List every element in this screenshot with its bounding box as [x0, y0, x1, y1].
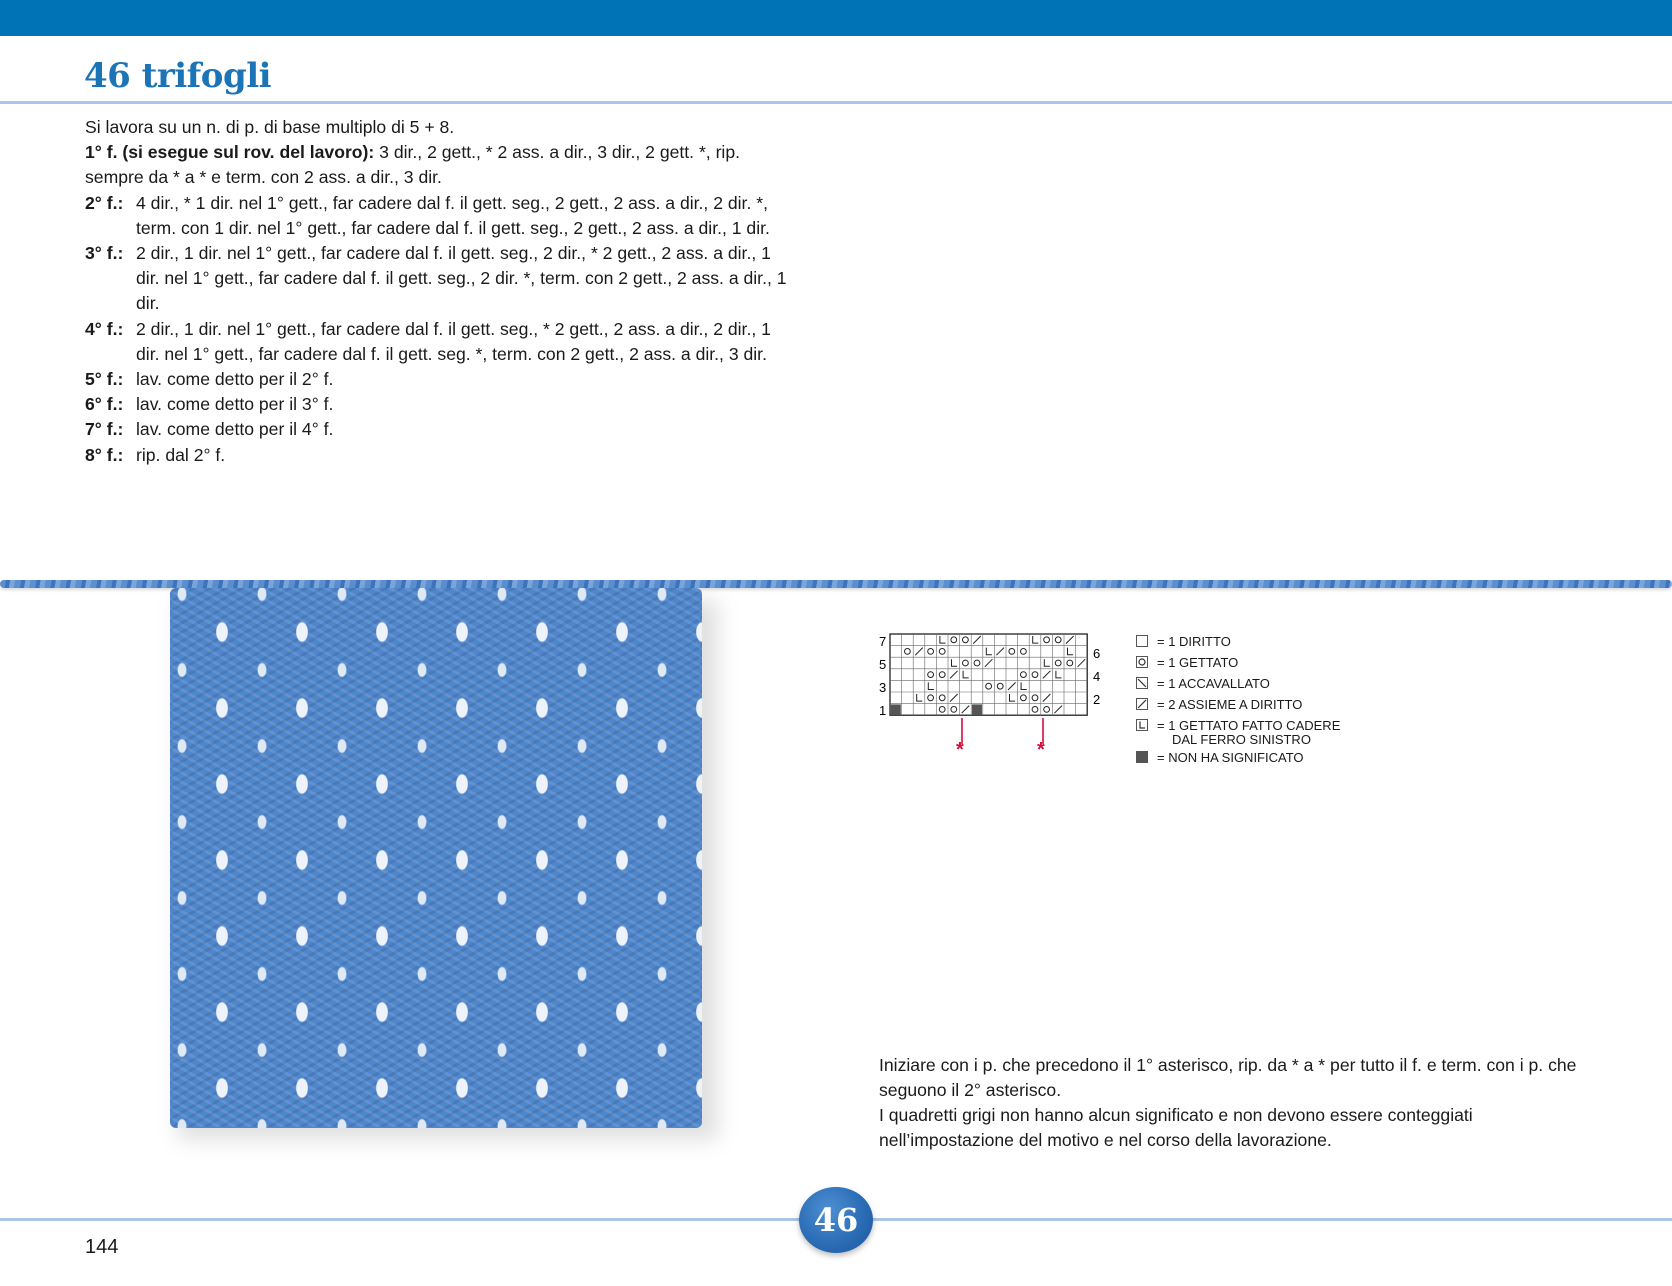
yarn-over-icon	[1136, 656, 1148, 668]
row-text: rip. dal 2° f.	[136, 444, 226, 465]
top-color-bar	[0, 0, 1672, 36]
asterisk-1: *	[956, 739, 964, 760]
yarn-strand-divider	[0, 580, 1672, 588]
row-4	[85, 317, 795, 367]
row-label-2: 2	[1093, 692, 1101, 707]
legend-item-assieme	[1136, 694, 1340, 715]
stitch-chart	[876, 628, 1116, 765]
legend-item-gettato	[1136, 652, 1340, 673]
row-text: lav. come detto per il 2° f.	[136, 369, 334, 390]
row-5	[85, 367, 795, 392]
legend-text-continued: DAL FERRO SINISTRO	[1172, 732, 1311, 747]
row-label: 4° f.:	[85, 318, 124, 339]
row-1	[85, 140, 795, 190]
title-divider	[0, 101, 1672, 104]
row-8	[85, 443, 795, 468]
row-text: 2 dir., 1 dir. nel 1° gett., far cadere dal f. il gett. seg., 2 dir., * 2 gett., 2 ass. a dir., 1 dir. nel 1° gett., far cadere dal f. il gett. seg., 2 dir. *, term. con 2 gett., 2 ass. a dir., 1 dir.	[136, 243, 787, 314]
note-line-1: Iniziare con i p. che precedono il 1° asterisco, rip. da * a * per tutto il f. e term. con i p. che seguono il 2° asterisco.	[879, 1055, 1577, 1100]
pattern-number-badge	[799, 1187, 873, 1253]
page-number: 144	[85, 1236, 119, 1258]
legend-item-diritto	[1136, 631, 1340, 652]
legend-item-accavallato	[1136, 673, 1340, 694]
row-7	[85, 417, 795, 442]
row-text: 4 dir., * 1 dir. nel 1° gett., far cadere dal f. il gett. seg., 2 gett., 2 ass. a dir., 2 dir. *, term. con 1 dir. nel 1° gett., far cadere dal f. il gett. seg., 2 gett., 2 ass. a dir., 1 dir.	[136, 192, 770, 238]
row-label: 8° f.:	[85, 444, 124, 465]
row-label-1: 1	[879, 703, 887, 718]
asterisk-2: *	[1037, 739, 1045, 760]
chart-legend	[1136, 631, 1340, 768]
legend-text: = 1 ACCAVALLATO	[1157, 676, 1270, 691]
row-text: 3 dir., 2 gett., * 2 ass. a dir., 3 dir., 2 gett. *, rip. sempre da * a * e term. con 2 ass. a dir., 3 dir.	[85, 142, 741, 188]
row-label: 6° f.:	[85, 394, 124, 415]
row-label: 7° f.:	[85, 419, 124, 440]
row-text: lav. come detto per il 3° f.	[136, 394, 334, 415]
legend-text: = 1 GETTATO	[1157, 655, 1239, 670]
legend-text: = 1 DIRITTO	[1157, 634, 1231, 649]
row-text: 2 dir., 1 dir. nel 1° gett., far cadere dal f. il gett. seg., * 2 gett., 2 ass. a dir., 2 dir., 1 dir. nel 1° gett., far cadere dal f. il gett. seg. *, term. con 2 gett., 2 ass. a dir., 3 dir.	[136, 318, 771, 364]
row-label-3: 3	[879, 680, 887, 695]
chart-grid	[890, 634, 1087, 715]
slash-square-icon	[1136, 698, 1148, 710]
row-label-5: 5	[879, 657, 887, 672]
row-label: 2° f.:	[85, 192, 124, 213]
chart-frame	[890, 634, 1087, 715]
row-label-4: 4	[1093, 669, 1101, 684]
row-label: 3° f.:	[85, 243, 124, 264]
row-2	[85, 191, 795, 241]
legend-text: = 1 GETTATO FATTO CADERE	[1157, 718, 1341, 733]
l-square-icon	[1136, 719, 1148, 731]
filled-square-icon	[1136, 751, 1148, 763]
badge-number: 46	[813, 1201, 859, 1239]
note-line-2: I quadretti grigi non hanno alcun significato e non devono essere conteggiati nell’impostazione del motivo e nel corso della lavorazione.	[879, 1105, 1473, 1150]
row-3	[85, 241, 795, 317]
chart-note	[879, 1053, 1589, 1153]
row-label: 5° f.:	[85, 369, 124, 390]
empty-square-icon	[1136, 635, 1148, 647]
legend-text: = 2 ASSIEME A DIRITTO	[1157, 697, 1303, 712]
knitted-swatch-photo	[170, 588, 702, 1128]
backslash-square-icon	[1136, 677, 1148, 689]
stitch-chart-svg	[876, 628, 1116, 760]
row-text: lav. come detto per il 4° f.	[136, 419, 334, 440]
row-label: 1° f. (si esegue sul rov. del lavoro):	[85, 142, 375, 163]
row-label-7: 7	[879, 634, 887, 649]
instructions	[85, 115, 795, 468]
legend-item-gettato-caduto	[1136, 715, 1340, 747]
no-stitch-mark	[972, 704, 982, 714]
page-title: 46 trifogli	[84, 56, 272, 96]
legend-item-non-significato	[1136, 747, 1340, 768]
legend-text: = NON HA SIGNIFICATO	[1157, 750, 1304, 765]
no-stitch-mark	[891, 704, 901, 714]
row-label-6: 6	[1093, 646, 1101, 661]
row-6	[85, 392, 795, 417]
instructions-intro: Si lavora su un n. di p. di base multiplo di 5 + 8.	[85, 117, 455, 137]
